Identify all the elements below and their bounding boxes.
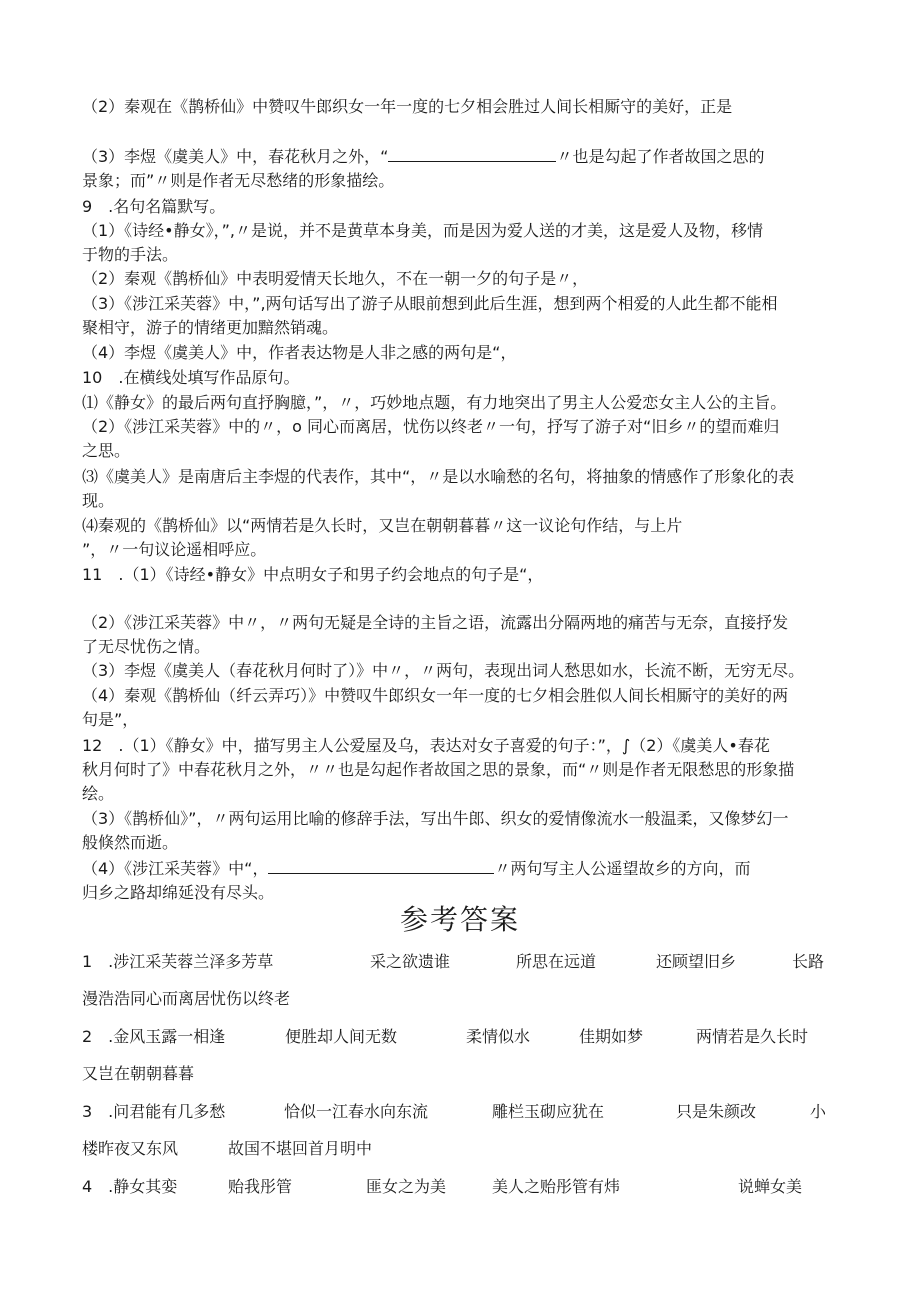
answer-item: 佳期如梦	[579, 1027, 644, 1046]
answer-item: 说蝉女美	[738, 1177, 803, 1196]
answer-item: 小	[810, 1102, 827, 1121]
q8-2-line: （2）秦观在《鹊桥仙》中赞叹牛郎织女一年一度的七夕相会胜过人间长相厮守的美好，正是	[82, 97, 733, 116]
answer-row	[82, 1137, 860, 1161]
q9-1-line2: 于物的手法。	[82, 245, 179, 264]
answer-item: 两情若是久长时	[696, 1027, 809, 1046]
q10-heading: 10 .在横线处填写作品原句。	[82, 368, 300, 387]
q11-2-line2: 了无尽忧伤之情。	[82, 637, 211, 656]
q9-2-line: （2）秦观《鹊桥仙》中表明爱情天长地久，不在一朝一夕的句子是〃，	[82, 269, 589, 288]
answer-row	[82, 950, 860, 974]
q10-2-line2: 之思。	[82, 441, 131, 460]
q11-4-line2: 句是”，	[82, 710, 139, 729]
q12-4-line2: 归乡之路却绵延没有尽头。	[82, 883, 275, 902]
answer-item: 柔情似水	[466, 1027, 531, 1046]
answer-item: 便胜却人间无数	[285, 1027, 398, 1046]
q8-3-line2: 景象；而”〃则是作者无尽愁绪的形象描绘。	[82, 171, 395, 190]
answer-item: 贻我彤管	[228, 1177, 293, 1196]
answer-item: 楼昨夜又东风	[82, 1139, 179, 1158]
q8-3-suffix: 〃也是勾起了作者故国之思的	[556, 147, 765, 166]
q12-3-line2: 般倏然而逝。	[82, 833, 179, 852]
answer-item: 所思在远道	[516, 952, 597, 971]
q12-1-line3: 绘。	[82, 784, 115, 803]
q12-4-prefix: （4）《涉江采芙蓉》中“，	[82, 859, 269, 878]
q10-2-line1: （2）《涉江采芙蓉》中的〃，o 同心而离居，忧伤以终老〃一句，抒写了游子对“旧乡〃的望而难归	[82, 417, 780, 436]
answer-item: 恰似一江春水向东流	[284, 1102, 429, 1121]
q9-1-line1: （1）《诗经•静女》，”,〃是说，并不是黄草本身美，而是因为爱人送的才美，这是爱人及物，移情	[82, 221, 763, 240]
q9-3-line2: 聚相守，游子的情绪更加黯然销魂。	[82, 318, 339, 337]
q11-3-line: （3）李煜《虞美人（春花秋月何时了）》中〃，〃两句，表现出词人愁思如水，长流不断，无穷无尽。	[82, 661, 805, 680]
answer-item: 匪女之为美	[366, 1177, 447, 1196]
answer-row	[82, 1175, 860, 1199]
answer-item: 采之欲遗谁	[370, 952, 451, 971]
q10-3-line2: 现。	[82, 491, 115, 510]
answer-item: 1 .涉江采芙蓉兰泽多芳草	[82, 952, 274, 971]
q11-4-line1: （4）秦观《鹊桥仙（纤云弄巧）》中赞叹牛郎织女一年一度的七夕相会胜似人间长相厮守的美好的两	[82, 686, 789, 705]
answer-row	[82, 1025, 860, 1049]
answer-item: 只是朱颜改	[676, 1102, 757, 1121]
answer-blank[interactable]	[388, 147, 556, 162]
q9-3-line1: （3）《涉江采芙蓉》中，”,两句话写出了游子从眼前想到此后生涯，想到两个相爱的人此生都不能相	[82, 294, 778, 313]
q11-1-line: 11 .（1）《诗经•静女》中点明女子和男子约会地点的句子是“，	[82, 565, 544, 584]
q11-2-line1: （2）《涉江采芙蓉》中〃，〃两句无疑是全诗的主旨之语，流露出分隔两地的痛苦与无奈，直接抒发	[82, 613, 789, 632]
answer-row	[82, 1100, 860, 1124]
answer-item: 雕栏玉砌应犹在	[492, 1102, 605, 1121]
q10-3-line1: ⑶《虞美人》是南唐后主李煜的代表作，其中“，〃是以水喻愁的名句，将抽象的情感作了形象化的表	[82, 467, 795, 486]
q8-3-line1	[82, 146, 860, 168]
q10-1-line: ⑴《静女》的最后两句直抒胸臆，”，〃，巧妙地点题，有力地突出了男主人公爱恋女主人公的主旨。	[82, 393, 787, 412]
q8-3-prefix: （3）李煜《虞美人》中，春花秋月之外，“	[82, 147, 389, 166]
answer-item: 又岂在朝朝暮暮	[82, 1064, 195, 1083]
answers-title: 参考答案	[399, 903, 520, 936]
answer-item: 还顾望旧乡	[656, 952, 737, 971]
answer-row	[82, 987, 860, 1011]
q12-1-line2: 秋月何时了》中春花秋月之外，〃〃也是勾起作者故国之思的景象，而“〃则是作者无限愁思的形象描	[82, 760, 795, 779]
q10-4-line2: ”，〃一句议论遥相呼应。	[82, 540, 267, 559]
q12-3-line1: （3）《鹊桥仙》”，〃两句运用比喻的修辞手法，写出牛郎、织女的爱情像流水一般温柔，又像梦幻一	[82, 809, 789, 828]
answer-item: 漫浩浩同心而离居忧伤以终老	[82, 989, 291, 1008]
answer-item: 3 .问君能有几多愁	[82, 1102, 226, 1121]
q12-4-line1	[82, 858, 860, 880]
q12-4-suffix: 〃两句写主人公遥望故乡的方向，而	[494, 859, 751, 878]
answer-item: 长路	[792, 952, 825, 971]
q10-4-line1: ⑷秦观的《鹊桥仙》以“两情若是久长时，又岂在朝朝暮暮〃这一议论句作结，与上片	[82, 516, 683, 535]
answer-item: 2 .金风玉露一相逢	[82, 1027, 226, 1046]
q12-1-line1: 12 .（1）《静女》中，描写男主人公爱屋及乌，表达对女子喜爱的句子：”，∫（2）《虞美人•春花	[82, 736, 770, 755]
answer-item: 美人之贻彤管有炜	[492, 1177, 621, 1196]
q9-heading: 9 .名句名篇默写。	[82, 197, 226, 216]
q9-4-line: （4）李煜《虞美人》中，作者表达物是人非之感的两句是“，	[82, 343, 517, 362]
answer-row	[82, 1062, 860, 1086]
answer-item: 故国不堪回首月明中	[228, 1139, 373, 1158]
answer-item: 4 .静女其娈	[82, 1177, 178, 1196]
answer-blank[interactable]	[268, 859, 494, 874]
